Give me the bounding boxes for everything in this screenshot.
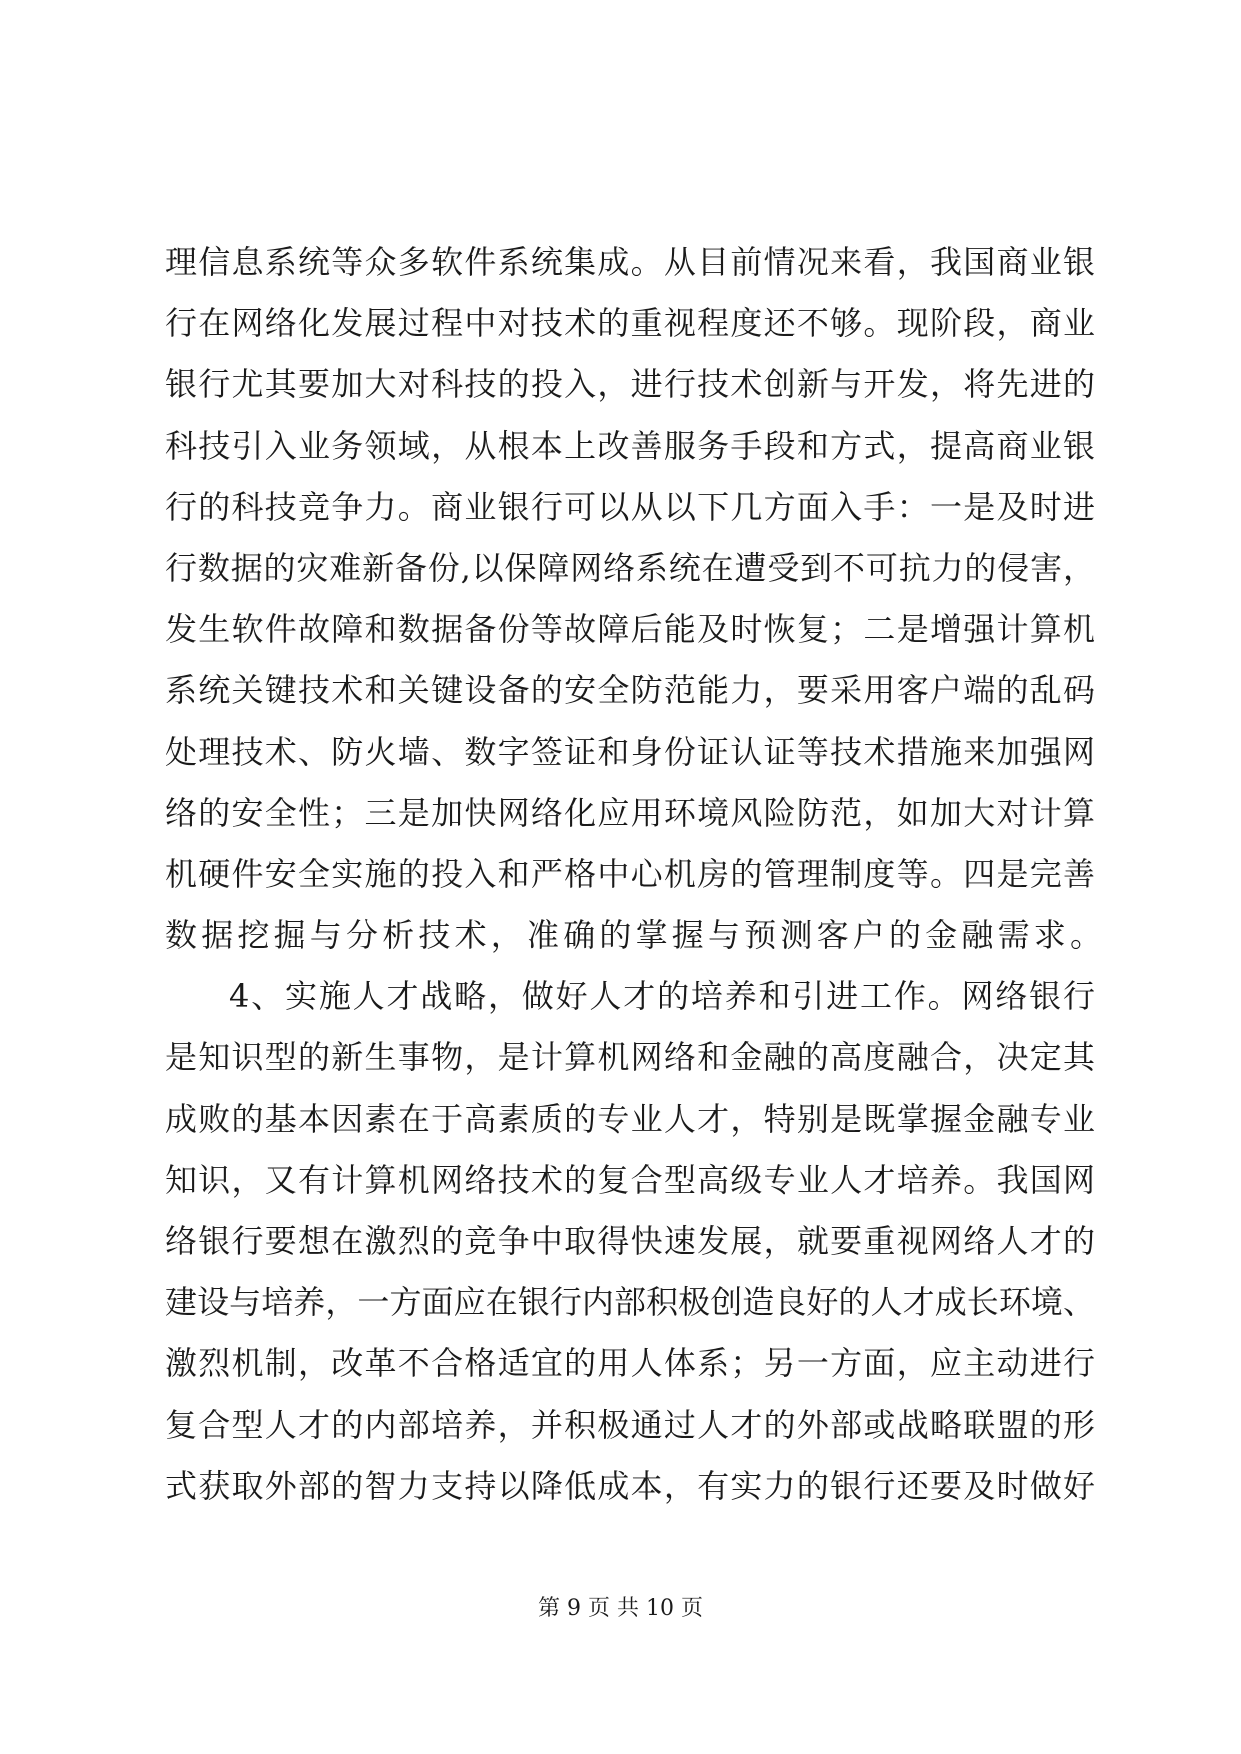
text-line: 式获取外部的智力支持以降低成本，有实力的银行还要及时做好: [165, 1466, 1095, 1505]
text-line: 行数据的灾难新备份,以保障网络系统在遭受到不可抗力的侵害，: [165, 548, 1095, 587]
text-line: 处理技术、防火墙、数字签证和身份证认证等技术措施来加强网: [165, 732, 1095, 771]
text-line: 成败的基本因素在于高素质的专业人才，特别是既掌握金融专业: [165, 1099, 1095, 1138]
text-line: 络银行要想在激烈的竞争中取得快速发展，就要重视网络人才的: [165, 1222, 1095, 1260]
text-line: 行在网络化发展过程中对技术的重视程度还不够。现阶段，商业: [165, 304, 1095, 343]
text-line: 激烈机制，改革不合格适宜的用人体系；另一方面，应主动进行: [165, 1344, 1095, 1383]
page-number-footer: 第 9 页 共 10 页: [538, 1596, 703, 1621]
text-line: 知识，又有计算机网络技术的复合型高级专业人才培养。我国网: [165, 1160, 1095, 1199]
text-line: 发生软件故障和数据备份等故障后能及时恢复；二是增强计算机: [165, 610, 1095, 649]
text-line-paragraph-start: 4、实施人才战略，做好人才的培养和引进工作。网络银行: [229, 977, 1095, 1016]
text-line: 科技引入业务领域，从根本上改善服务手段和方式，提高商业银: [165, 426, 1095, 465]
text-line: 银行尤其要加大对科技的投入，进行技术创新与开发，将先进的: [165, 365, 1095, 404]
text-line: 系统关键技术和关键设备的安全防范能力，要采用客户端的乱码: [165, 671, 1095, 710]
text-line-paragraph-end: 数据挖掘与分析技术，准确的掌握与预测客户的金融需求。: [165, 916, 1107, 955]
text-line: 复合型人才的内部培养，并积极通过人才的外部或战略联盟的形: [165, 1405, 1095, 1444]
text-line: 机硬件安全实施的投入和严格中心机房的管理制度等。四是完善: [165, 854, 1095, 893]
text-line: 行的科技竞争力。商业银行可以从以下几方面入手：一是及时进: [165, 487, 1095, 526]
body-text: [165, 232, 1107, 1517]
text-line: 建设与培养，一方面应在银行内部积极创造良好的人才成长环境、: [165, 1283, 1095, 1322]
text-line: 理信息系统等众多软件系统集成。从目前情况来看，我国商业银: [165, 243, 1095, 281]
text-line: 络的安全性；三是加快网络化应用环境风险防范，如加大对计算: [165, 793, 1095, 832]
text-line: 是知识型的新生事物，是计算机网络和金融的高度融合，决定其: [165, 1038, 1095, 1077]
